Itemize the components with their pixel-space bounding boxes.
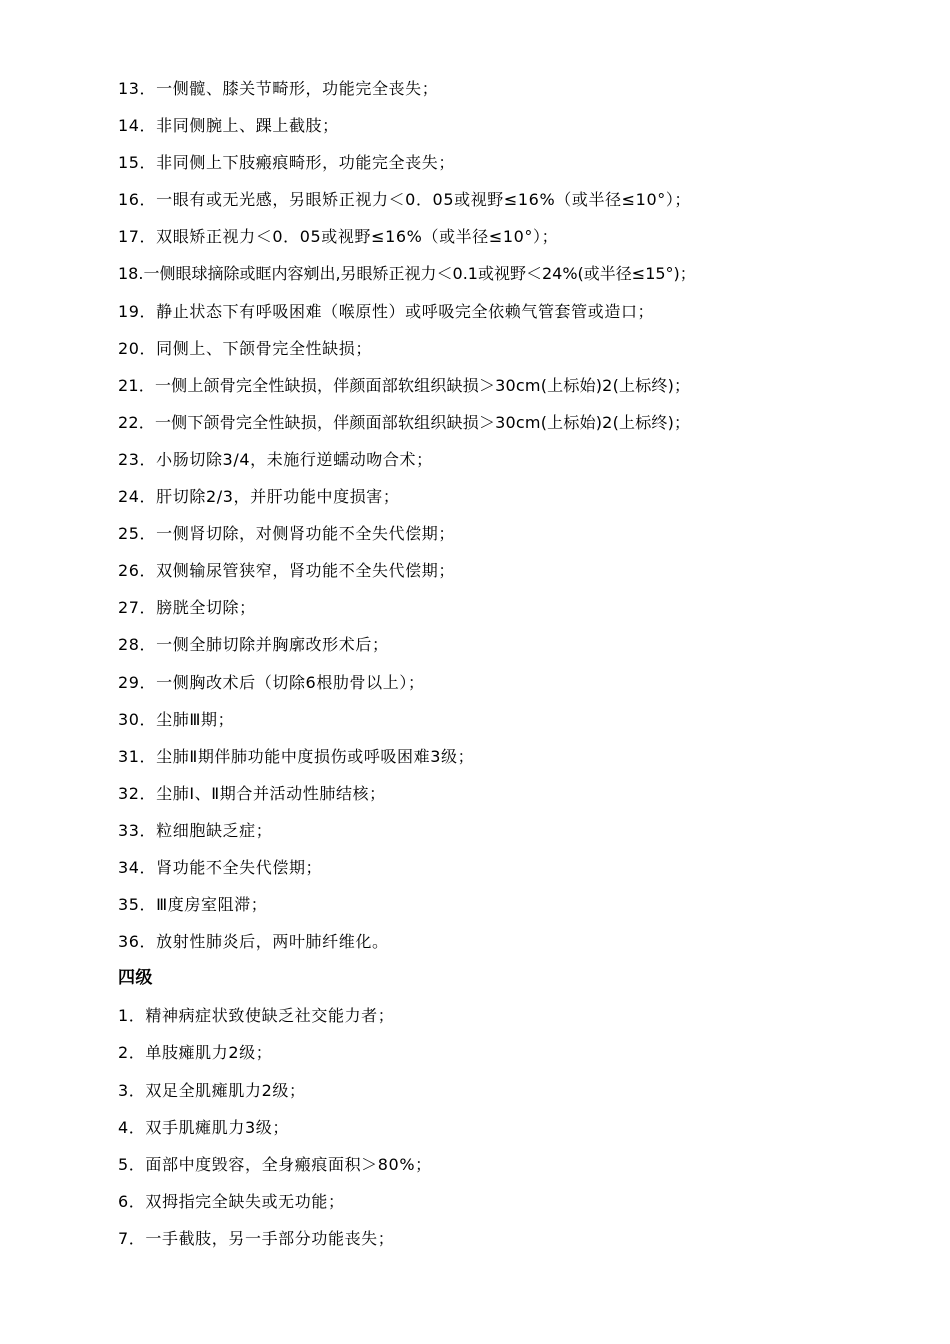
list-item: 16．一眼有或无光感，另眼矫正视力＜0．05或视野≤16%（或半径≤10°）；	[118, 190, 692, 210]
list-item: 15．非同侧上下肢瘢痕畸形，功能完全丧失；	[118, 153, 455, 173]
list-item: 2．单肢瘫肌力2级；	[118, 1043, 273, 1063]
list-item: 36．放射性肺炎后，两叶肺纤维化。	[118, 932, 389, 952]
list-item: 17．双眼矫正视力＜0．05或视野≤16%（或半径≤10°）；	[118, 227, 559, 247]
list-item: 26．双侧输尿管狭窄，肾功能不全失代偿期；	[118, 561, 455, 581]
list-item: 25．一侧肾切除，对侧肾功能不全失代偿期；	[118, 524, 455, 544]
list-item: 33．粒细胞缺乏症；	[118, 820, 273, 840]
list-item: 20．同侧上、下颌骨完全性缺损；	[118, 338, 372, 358]
disability-criteria-list	[118, 70, 918, 1257]
list-item: 28．一侧全肺切除并胸廓改形术后；	[118, 635, 389, 655]
list-item: 22．一侧下颌骨完全性缺损，伴颜面部软组织缺损＞30cm(上标始)2(上标终)；	[118, 412, 691, 432]
list-item: 3．双足全肌瘫肌力2级；	[118, 1080, 306, 1100]
list-item: 27．膀胱全切除；	[118, 598, 256, 618]
list-item: 5．面部中度毁容，全身瘢痕面积＞80%；	[118, 1154, 432, 1174]
list-item: 6．双拇指完全缺失或无功能；	[118, 1191, 345, 1211]
list-item: 4．双手肌瘫肌力3级；	[118, 1117, 289, 1137]
list-item: 13．一侧髋、膝关节畸形，功能完全丧失；	[118, 79, 439, 98]
list-item: 24．肝切除2/3，并肝功能中度损害；	[118, 487, 400, 507]
list-item: 23．小肠切除3/4，未施行逆蠕动吻合术；	[118, 449, 433, 469]
list-item: 32．尘肺Ⅰ、Ⅱ期合并活动性肺结核；	[118, 783, 386, 803]
list-item: 31．尘肺Ⅱ期伴肺功能中度损伤或呼吸困难3级；	[118, 746, 475, 766]
list-item: 21．一侧上颌骨完全性缺损，伴颜面部软组织缺损＞30cm(上标始)2(上标终)；	[118, 375, 691, 395]
list-item: 7．一手截肢，另一手部分功能丧失；	[118, 1228, 395, 1248]
list-item: 30．尘肺Ⅲ期；	[118, 709, 235, 729]
list-item: 35．Ⅲ度房室阻滞；	[118, 895, 268, 915]
list-item: 18.一侧眼球摘除或眶内容剜出,另眼矫正视力＜0.1或视野＜24%(或半径≤15°)；	[118, 264, 696, 284]
list-item: 34．肾功能不全失代偿期；	[118, 857, 323, 877]
list-item: 14．非同侧腕上、踝上截肢；	[118, 116, 339, 136]
list-item: 19．静止状态下有呼吸困难（喉原性）或呼吸完全依赖气管套管或造口；	[118, 301, 655, 321]
section-heading: 四级	[118, 968, 153, 989]
list-item: 1．精神病症状致使缺乏社交能力者；	[118, 1006, 395, 1026]
list-item: 29．一侧胸改术后（切除6根肋骨以上）；	[118, 672, 425, 692]
